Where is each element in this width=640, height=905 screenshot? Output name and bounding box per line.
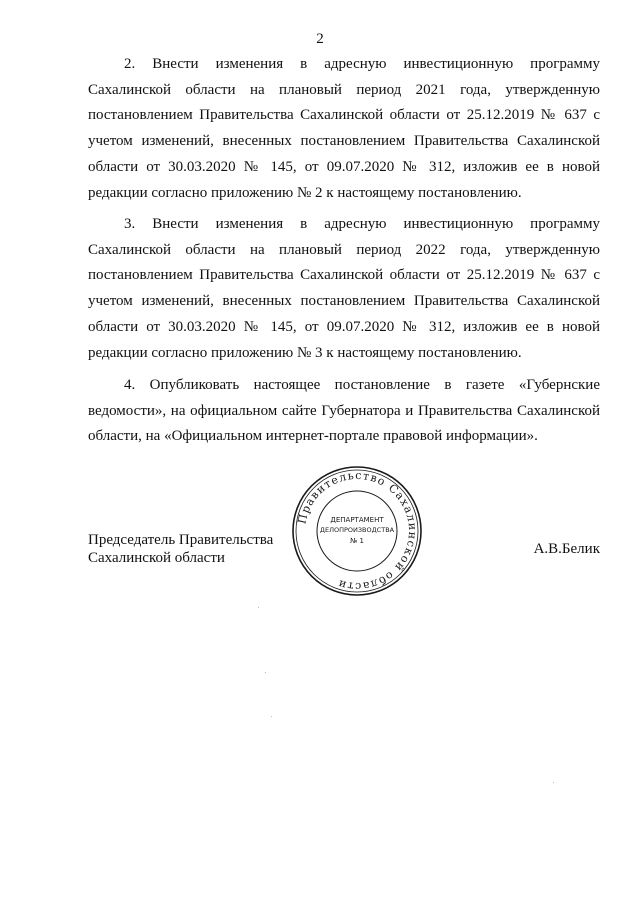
seal-icon bbox=[290, 464, 424, 598]
signatory-position bbox=[88, 531, 288, 567]
seal-inner-line2: ДЕЛОПРОИЗВОДСТВА bbox=[319, 526, 395, 534]
seal-inner-line3: № 1 bbox=[350, 537, 364, 545]
signatory-position-line1: Председатель Правительства bbox=[88, 532, 274, 548]
page-number: 2 bbox=[316, 31, 324, 47]
signatory-position-line2: Сахалинской области bbox=[88, 550, 225, 566]
seal-inner-line1: ДЕПАРТАМЕНТ bbox=[330, 516, 384, 524]
paragraph-item-2: 2. Внести изменения в адресную инвестиционную программу Сахалинской области на плановый период 2021 года, утвержденную постановлением Правительства Сахалинской области от 25.12.2019 № 637 с учетом изменений, внесенных постановлением Правительства Сахалинской области от 30.03.2020 № 145, от 09.07.2020 № 312, изложив ее в новой редакции согласно приложению № 2 к настоящему постановлению. bbox=[88, 56, 600, 201]
paragraph-item-3: 3. Внести изменения в адресную инвестиционную программу Сахалинской области на плановый период 2022 года, утвержденную постановлением Правительства Сахалинской области от 25.12.2019 № 637 с учетом изменений, внесенных постановлением Правительства Сахалинской области от 30.03.2020 № 145, от 09.07.2020 № 312, изложив ее в новой редакции согласно приложению № 3 к настоящему постановлению. bbox=[88, 216, 600, 361]
signatory-name: А.В.Белик bbox=[533, 541, 600, 557]
seal-outer-text: Правительство Сахалинской области bbox=[295, 468, 420, 594]
paragraph-item-4: 4. Опубликовать настоящее постановление в газете «Губернские ведомости», на официальном сайте Губернатора и Правительства Сахалинской области, на «Официальном интернет-портале правовой информации». bbox=[88, 377, 600, 445]
official-seal bbox=[290, 464, 424, 598]
